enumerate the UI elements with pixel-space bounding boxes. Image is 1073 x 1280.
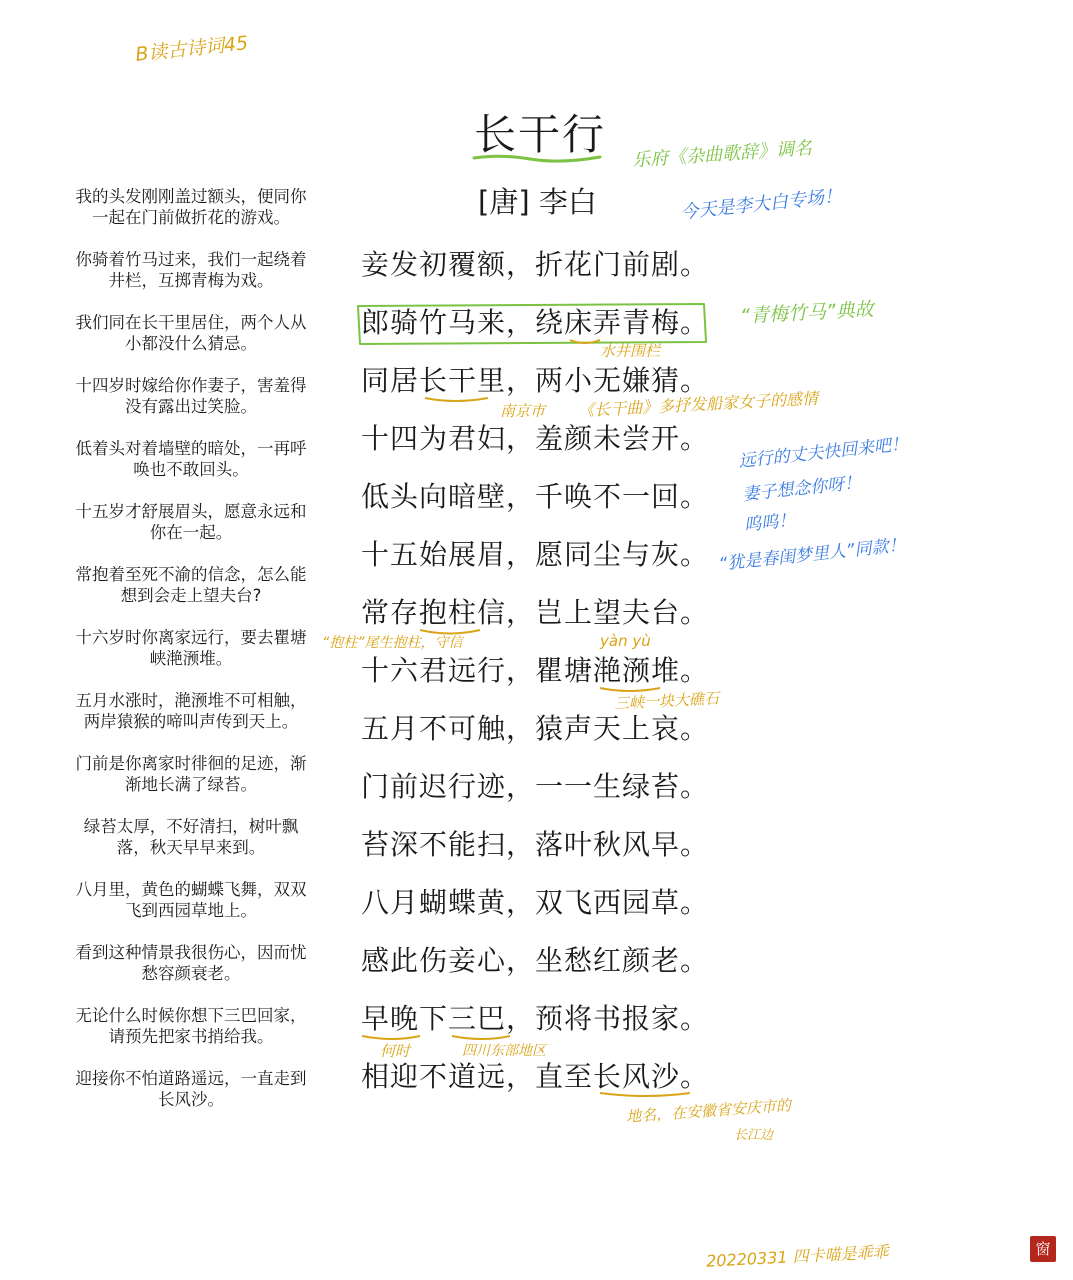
annotation-blue-1: 远行的丈夫快回来吧！ [737, 434, 909, 472]
footer-signature: 20220331 四卡喵是乖乖 [705, 1242, 889, 1271]
translation-paragraph: 十四岁时嫁给你作妻子，害羞得没有露出过笑脸。 [75, 376, 307, 416]
poem-line: 早晚下三巴，预将书报家。 [361, 1002, 710, 1035]
poem-line: 感此伤妾心，坐愁红颜老。 [361, 944, 710, 977]
translation-paragraph: 十五岁才舒展眉头，愿意永远和你在一起。 [75, 502, 307, 542]
annotation-chuang: 水井围栏 [600, 342, 661, 360]
poem-title: 长干行 [474, 110, 607, 159]
header-note: B读古诗词45 [134, 32, 250, 66]
poem-line: 十四为君妇，羞颜未尝开。 [361, 422, 710, 455]
annotation-pinyin: yàn yù [600, 632, 651, 650]
translation-paragraph: 无论什么时候你想下三巴回家，请预先把家书捎给我。 [75, 1006, 307, 1046]
annotation-qingmei: “青梅竹马”典故 [739, 298, 875, 328]
poem-author: [唐] 李白 [478, 185, 597, 219]
annotation-nanjing: 南京市 [500, 402, 546, 420]
translation-paragraph: 八月里，黄色的蝴蝶飞舞，双双飞到西园草地上。 [75, 880, 307, 920]
poem-line: 苔深不能扫，落叶秋风早。 [361, 828, 710, 861]
translation-paragraph: 绿苔太厚，不好清扫，树叶飘落，秋天早早来到。 [83, 817, 299, 857]
poem-line: 常存抱柱信，岂上望夫台。 [361, 596, 710, 629]
annotation-libai: 今天是李大白专场！ [679, 185, 843, 224]
translation-paragraph: 十六岁时你离家远行，要去瞿塘峡滟滪堆。 [75, 628, 307, 668]
translation-paragraph: 低着头对着墙壁的暗处，一再呼唤也不敢回头。 [75, 439, 307, 479]
annotation-blue-4: “犹是春闺梦里人”同款！ [717, 535, 907, 575]
poem-line: 十五始展眉，愿同尘与灰。 [361, 538, 710, 571]
title-underline [470, 150, 610, 166]
annotation-yanyu: 三峡一块大礁石 [613, 689, 720, 713]
translation-paragraph: 门前是你离家时徘徊的足迹，渐渐地长满了绿苔。 [75, 754, 307, 794]
poem-line: 五月不可触，猿声天上哀。 [361, 712, 710, 745]
translation-paragraph: 看到这种情景我很伤心，因而忧愁容颜衰老。 [75, 943, 307, 983]
annotation-changgan: 《长干曲》多抒发船家女子的感情 [577, 388, 819, 421]
poem-line: 郎骑竹马来，绕床弄青梅。 [361, 306, 710, 339]
annotation-changfengsha-2: 长江边 [734, 1128, 774, 1143]
annotation-blue-3: 呜呜！ [743, 510, 797, 536]
poem-line: 八月蝴蝶黄，双飞西园草。 [361, 886, 710, 919]
translation-paragraph: 我们同在长干里居住，两个人从小都没什么猜忌。 [75, 313, 307, 353]
poem-line: 妾发初覆额，折花门前剧。 [361, 248, 710, 281]
annotation-blue-2: 妻子想念你呀！ [741, 472, 862, 506]
poem-line: 相迎不道远，直至长风沙。 [361, 1060, 710, 1093]
seal-icon[interactable]: 窗 [1030, 1236, 1056, 1262]
translation-column [72, 186, 310, 1131]
poem-line: 同居长干里，两小无嫌猜。 [361, 364, 710, 397]
translation-paragraph: 常抱着至死不渝的信念，怎么能想到会走上望夫台? [75, 565, 307, 605]
poem-body [361, 242, 709, 1112]
poem-line: 低头向暗壁，千唤不一回。 [361, 480, 710, 513]
poem-line: 十六君远行，瞿塘滟滪堆。 [361, 654, 710, 687]
annotation-heshi: 何时 [380, 1042, 411, 1060]
annotation-yuefu: 乐府《杂曲歌辞》调名 [631, 137, 813, 172]
poem-line: 门前迟行迹，一一生绿苔。 [361, 770, 710, 803]
annotation-baozhu: “抱柱”尾生抱柱，守信 [322, 635, 463, 651]
translation-paragraph: 迎接你不怕道路遥远，一直走到长风沙。 [75, 1069, 307, 1109]
translation-paragraph: 五月水涨时，滟滪堆不可相触，两岸猿猴的啼叫声传到天上。 [75, 691, 307, 731]
annotation-changfengsha-1: 地名，在安徽省安庆市的 [625, 1096, 792, 1126]
translation-paragraph: 你骑着竹马过来，我们一起绕着井栏，互掷青梅为戏。 [75, 250, 307, 290]
annotation-sanba: 四川东部地区 [462, 1043, 546, 1059]
translation-paragraph: 我的头发刚刚盖过额头，便同你一起在门前做折花的游戏。 [75, 187, 307, 227]
